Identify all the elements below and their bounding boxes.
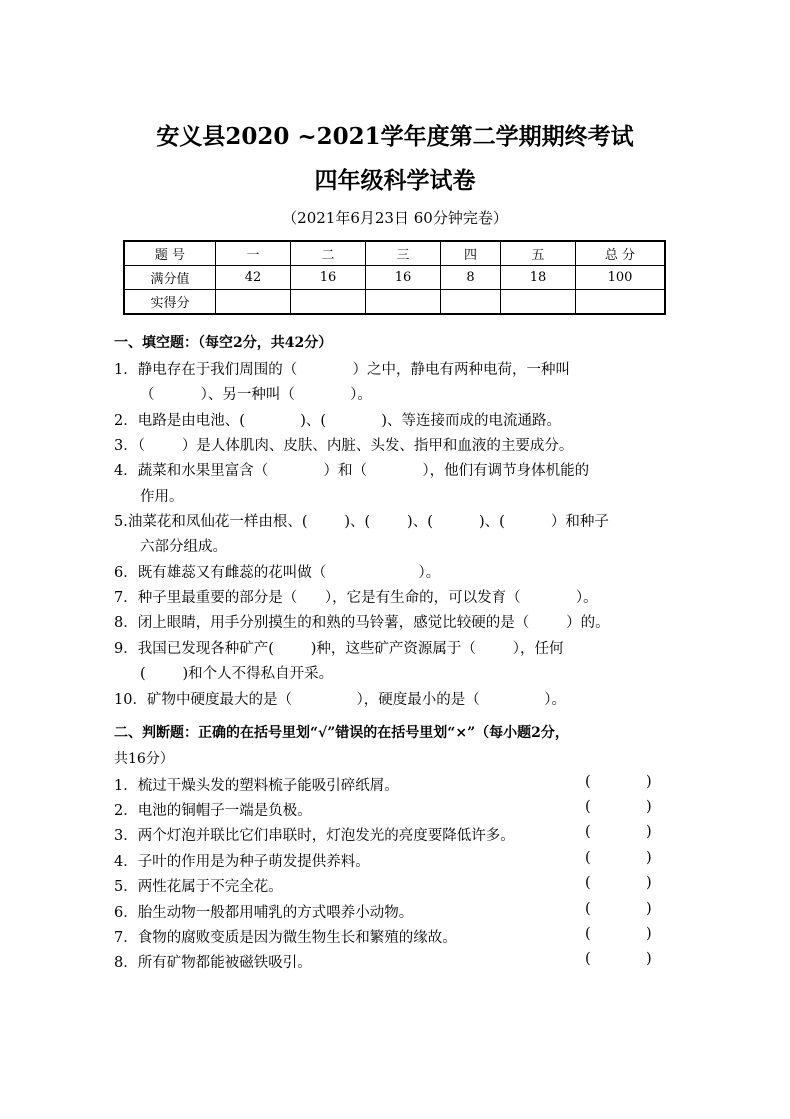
score-actual-row xyxy=(124,290,665,315)
judge-item: 4．子叶的作用是为种子萌发提供养料。 xyxy=(114,854,370,870)
score-cell xyxy=(576,290,666,315)
score-cell: 16 xyxy=(291,266,366,290)
question-line: 5.油菜花和凤仙花一样由根、( )、( )、( )、( ）和种子 xyxy=(114,514,609,530)
answer-paren[interactable]: ( ) xyxy=(585,774,652,790)
score-cell: 三 xyxy=(366,241,441,266)
judge-item: 3．两个灯泡并联比它们串联时，灯泡发光的亮度要降低许多。 xyxy=(114,828,515,844)
score-cell xyxy=(441,290,501,315)
judge-item: 8．所有矿物都能被磁铁吸引。 xyxy=(114,955,312,971)
answer-paren[interactable]: ( ) xyxy=(585,875,652,891)
judge-item: 2．电池的铜帽子一端是负极。 xyxy=(114,803,312,819)
section2-title: 二、判断题：正确的在括号里划“√”错误的在括号里划“×”（每小题2分， xyxy=(114,725,569,741)
score-cell: 二 xyxy=(291,241,366,266)
exam-subtitle: 四年级科学试卷 xyxy=(314,167,476,194)
score-cell: 42 xyxy=(216,266,291,290)
section2-title-cont: 共16分） xyxy=(114,751,174,767)
question-line: 9．我国已发现各种矿产( )种，这些矿产资源属于（ ），任何 xyxy=(114,641,564,657)
score-cell xyxy=(216,290,291,315)
question-line: 3．（ ）是人体肌肉、皮肤、内脏、头发、指甲和血液的主要成分。 xyxy=(114,438,574,454)
score-cell: 满分值 xyxy=(124,266,216,290)
question-line: 7．种子里最重要的部分是（ ），它是有生命的，可以发育（ ）。 xyxy=(114,590,598,606)
question-line: 4．蔬菜和水果里富含（ ）和（ ），他们有调节身体机能的 xyxy=(114,463,590,479)
score-cell: 18 xyxy=(500,266,575,290)
answer-paren[interactable]: ( ) xyxy=(585,951,652,967)
question-line: 1．静电存在于我们周围的（ ）之中，静电有两种电荷，一种叫 xyxy=(114,362,571,378)
answer-paren[interactable]: ( ) xyxy=(585,901,652,917)
score-cell xyxy=(366,290,441,315)
exam-info: （2021年6月23日 60分钟完卷） xyxy=(282,209,508,227)
score-cell: 四 xyxy=(441,241,501,266)
question-line: 8．闭上眼睛，用手分别摸生的和熟的马铃薯，感觉比较硬的是（ ）的。 xyxy=(114,615,610,631)
score-cell: 五 xyxy=(500,241,575,266)
question-line: ( )和个人不得私自开采。 xyxy=(140,666,334,682)
score-cell xyxy=(291,290,366,315)
score-cell: 8 xyxy=(441,266,501,290)
score-header-row xyxy=(124,241,665,266)
score-cell: 一 xyxy=(216,241,291,266)
judge-item: 7．食物的腐败变质是因为微生物生长和繁殖的缘故。 xyxy=(114,930,457,946)
score-cell: 题 号 xyxy=(124,241,216,266)
answer-paren[interactable]: ( ) xyxy=(585,799,652,815)
question-line: 作用。 xyxy=(140,489,184,505)
judge-item: 5．两性花属于不完全花。 xyxy=(114,879,283,895)
score-cell: 总 分 xyxy=(576,241,666,266)
judge-item: 1．梳过干燥头发的塑料梳子能吸引碎纸屑。 xyxy=(114,778,399,794)
question-line: 六部分组成。 xyxy=(140,539,227,555)
score-fullmark-row xyxy=(124,266,665,290)
question-line: 2．电路是由电池、( )、( )、等连接而成的电流通路。 xyxy=(114,413,561,429)
judge-item: 6．胎生动物一般都用哺乳的方式喂养小动物。 xyxy=(114,905,414,921)
score-table xyxy=(123,240,666,315)
score-cell xyxy=(500,290,575,315)
question-line: （ ）、另一种叫（ ）。 xyxy=(140,387,372,403)
section1-title: 一、填空题：（每空2分，共42分） xyxy=(114,335,333,351)
score-cell: 实得分 xyxy=(124,290,216,315)
answer-paren[interactable]: ( ) xyxy=(585,824,652,840)
score-cell: 100 xyxy=(576,266,666,290)
question-line: 10．矿物中硬度最大的是（ ），硬度最小的是（ ）。 xyxy=(114,692,567,708)
answer-paren[interactable]: ( ) xyxy=(585,850,652,866)
question-line: 6．既有雄蕊又有雌蕊的花叫做（ ）。 xyxy=(114,565,441,581)
exam-title: 安义县2020 ~2021学年度第二学期期终考试 xyxy=(156,123,634,150)
score-cell: 16 xyxy=(366,266,441,290)
answer-paren[interactable]: ( ) xyxy=(585,926,652,942)
